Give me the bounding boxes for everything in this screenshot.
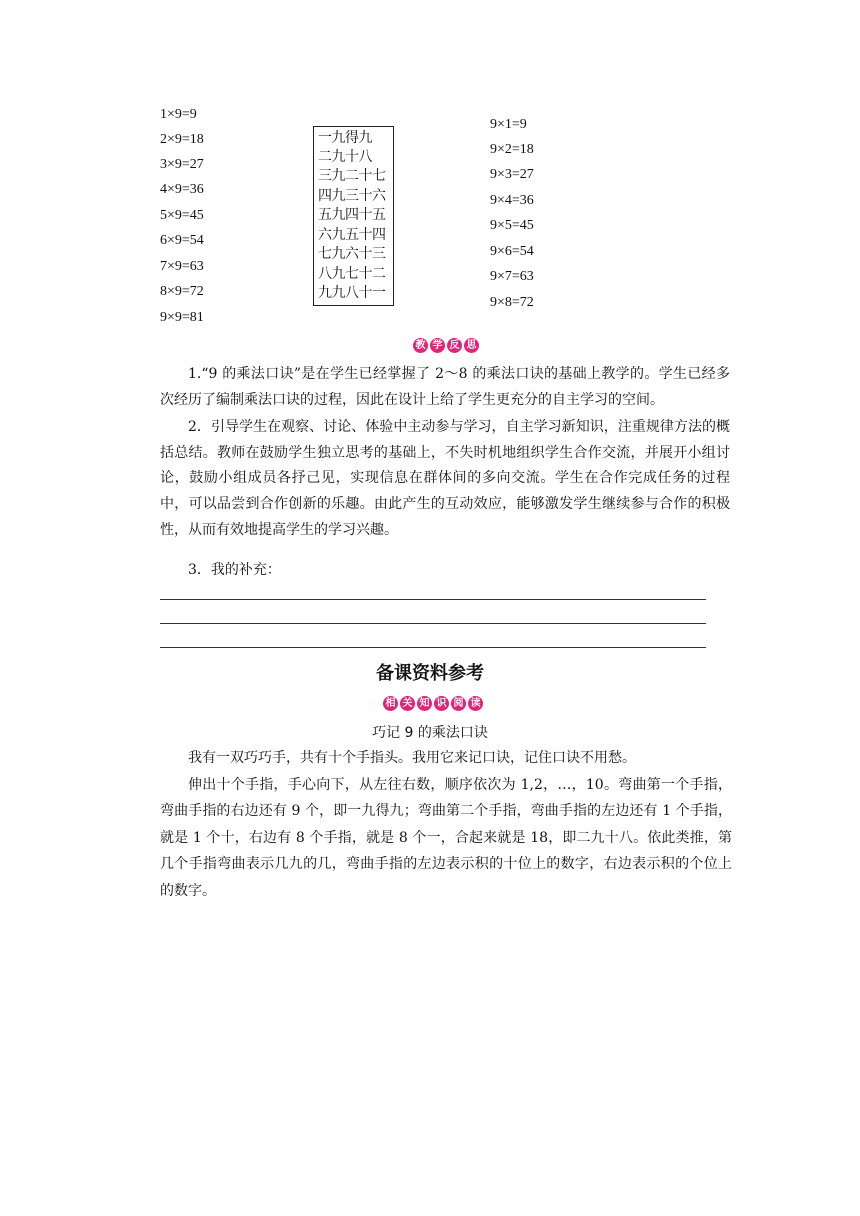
left-equation: 3×9=27 xyxy=(160,157,204,172)
left-equation: 7×9=63 xyxy=(160,259,204,274)
right-equation: 9×2=18 xyxy=(490,142,534,157)
left-equation: 1×9=9 xyxy=(160,107,197,122)
right-equation: 9×3=27 xyxy=(490,167,534,182)
reflection-paragraph-3: 3．我的补充： xyxy=(188,562,281,578)
koujue-box xyxy=(313,126,394,306)
badge-char: 学 xyxy=(430,338,445,353)
story-paragraph-2: 伸出十个手指，手心向下，从左往右数，顺序依次为 1,2，…，10。弯曲第一个手指，弯曲手指的右边还有 9 个，即一九得九；弯曲第二个手指，弯曲手指的左边还有 1 个手指，就是 1 个十，右边有 8 个手指，就是 8 个一，合起来就是 18，即二九十八。依此类推，第几个手指弯曲表示几九的几，弯曲手指的左边表示积的十位上的数字，右边表示积的个位上的数字。 xyxy=(160,777,732,899)
answer-line[interactable] xyxy=(160,647,706,648)
koujue-line: 九九八十一 xyxy=(318,285,386,301)
koujue-line: 七九六十三 xyxy=(318,246,386,262)
section-title: 备课资料参考 xyxy=(376,663,484,684)
right-equation: 9×8=72 xyxy=(490,295,534,310)
right-equation: 9×1=9 xyxy=(490,117,527,132)
badge-char: 思 xyxy=(464,338,479,353)
koujue-line: 三九二十七 xyxy=(318,168,386,184)
badge-char: 关 xyxy=(400,696,415,711)
reading-badge xyxy=(383,696,483,711)
answer-line[interactable] xyxy=(160,599,706,600)
koujue-line: 一九得九 xyxy=(318,130,372,146)
right-equation: 9×7=63 xyxy=(490,269,534,284)
badge-char: 读 xyxy=(468,696,483,711)
right-equation: 9×5=45 xyxy=(490,218,534,233)
badge-char: 知 xyxy=(417,696,432,711)
koujue-line: 四九三十六 xyxy=(318,188,386,204)
koujue-line: 二九十八 xyxy=(318,149,372,165)
badge-char: 反 xyxy=(447,338,462,353)
koujue-line: 八九七十二 xyxy=(318,266,386,282)
right-equation: 9×4=36 xyxy=(490,193,534,208)
reflection-badge xyxy=(413,338,479,353)
left-equation: 4×9=36 xyxy=(160,182,204,197)
left-equation: 2×9=18 xyxy=(160,132,204,147)
badge-char: 教 xyxy=(413,338,428,353)
left-equation: 8×9=72 xyxy=(160,284,204,299)
left-equation: 6×9=54 xyxy=(160,233,204,248)
koujue-line: 五九四十五 xyxy=(318,207,386,223)
left-equation: 9×9=81 xyxy=(160,310,204,325)
reflection-paragraph-2: 2．引导学生在观察、讨论、体验中主动参与学习，自主学习新知识，注重规律方法的概括总结。教师在鼓励学生独立思考的基础上，不失时机地组织学生合作交流，并展开小组讨论，鼓励小组成员各抒己见，实现信息在群体间的多向交流。学生在合作完成任务的过程中，可以品尝到合作创新的乐趣。由此产生的互动效应，能够激发学生继续参与合作的积极性，从而有效地提高学生的学习兴趣。 xyxy=(160,419,730,538)
badge-char: 相 xyxy=(383,696,398,711)
right-equation: 9×6=54 xyxy=(490,244,534,259)
answer-line[interactable] xyxy=(160,623,706,624)
story-title: 巧记 9 的乘法口诀 xyxy=(372,725,488,741)
badge-char: 阅 xyxy=(451,696,466,711)
badge-char: 识 xyxy=(434,696,449,711)
reflection-paragraph-1: 1.“9 的乘法口诀”是在学生已经掌握了 2～8 的乘法口诀的基础上教学的。学生已经多次经历了编制乘法口诀的过程，因此在设计上给了学生更充分的自主学习的空间。 xyxy=(160,366,730,408)
koujue-line: 六九五十四 xyxy=(318,227,386,243)
left-equation: 5×9=45 xyxy=(160,208,204,223)
story-paragraph-1: 我有一双巧巧手，共有十个手指头。我用它来记口诀，记住口诀不用愁。 xyxy=(188,750,636,766)
